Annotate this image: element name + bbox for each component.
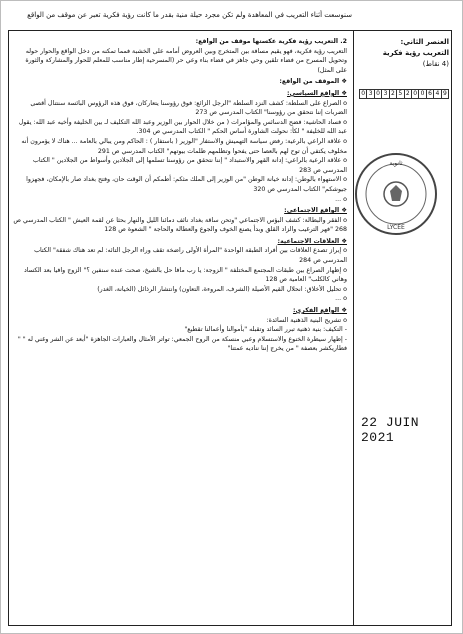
- paragraph: o الصراع على السلطة: كشف النزد السلطة "الرجل الزائع: فوق رؤوسنا يتعاركان، فوق هذه الرؤوس البائسة سنتنال أقصى الضربات إننا نتحقق من رؤوسنا" الكتاب المدرسي ص 273: [30, 99, 347, 117]
- answer-content: [13, 35, 347, 354]
- grade-box: 3: [367, 90, 374, 98]
- paragraph: ❖ الواقع السياسي:: [286, 89, 347, 97]
- grade-box: 0: [375, 90, 382, 98]
- school-stamp: [353, 151, 439, 237]
- grade-box: 2: [390, 90, 397, 98]
- criterion-cell: [359, 37, 449, 70]
- criterion-title: التعريب رؤية فكرية: [382, 49, 449, 57]
- paragraph: o تشريح البنية الذهنية السائدة:: [266, 316, 347, 324]
- paragraph: o تحليل الأخلاق: انحلال القيم الأصيلة (الشرف، المروءة، التعاون) وانتشار الرذائل (الخيانة، الغدر): [97, 285, 347, 293]
- grade-box: 0: [419, 90, 426, 98]
- grade-box: 2: [405, 90, 412, 98]
- paragraph: ❖ الواقع الاجتماعي:: [284, 207, 347, 215]
- paragraph: o ...: [335, 195, 347, 203]
- paragraph: ❖ الواقع الفكري:: [292, 307, 347, 315]
- paragraph: o الفقر والبطالة: كشف البؤس الاجتماعي "وتحن ساقة بغداد نائف دمائنا الليل والنهار بحثا عن لقمة العيش " الكتاب المدرسي ص 268 "فهر الترغيب والزاد القلق وبدأ يصنع الخوف والجوع والعطالة والحاجة " الشعوة ص 128: [13, 216, 347, 234]
- answer-table: [8, 30, 452, 626]
- stamp-text-french: LYCEE: [387, 224, 405, 231]
- paragraph: o فساد الحاشية: فضح الدسائس والمؤامرات ( من خلال الحوار بين الوزير وعبد الله التكليف لـ بين الخليفة وأخيه عبد الله: يقول عبد الله للخليفة " لكأ: نحولت الشاورة أساس الحكم " الكتاب المدرسي ص 304.: [18, 118, 347, 136]
- grade-boxes: [359, 89, 449, 99]
- paragraph: o إبراز تصدع العلاقات بين أفراد الطبقة الواحدة "المرأة الأولى راضخة تقف وراء الرجل التائه: لم تعد هناك شفقة" الكتاب المدرسي ص 284: [34, 247, 347, 265]
- paragraph: o علاقة الراعي بالرعية: رفض سياسة التهميش والاستفار "الوزير ( باستفار ) : الحاكم ومن يبالي بالعامة ... هناك لا يؤمرون أنه مخلوف يكتفي أن توح لهم بالعصا حتى يفحوا وتظلمهم ظلمات بيوتهم" الكتاب المدرسي ص 291: [21, 137, 347, 155]
- grade-box: 4: [434, 90, 441, 98]
- paragraph: o علاقة الرعية بالراعي: إدانة القهر والاستبداد " إننا نتحقق من رؤوسنا تسلمها إلى الجلادين وأسواط من الجلادين " الكتاب المدرسي ص 283: [33, 157, 347, 174]
- paragraph: - إظهار سيطرة الخنوع والاستسلام وعبي منسكة من الروح الجمعي: تواتر الأمثال والعبارات الجاهزة "أبعد عن الشر وغني له " " فطاريكشر بعصفة " من يخرج إننا نناديه عمتنا": [17, 335, 347, 353]
- paragraph: o إظهار الصراع بين طبقات المجتمع المختلفة " الزوجة: يا رب مافا حل بالشيخ، صحت عنده سنفين ؟" الزوج وافيا بعد الكساد وهاني كالكلب" العامية ص 128: [24, 266, 347, 284]
- paragraph: ❖ العلاقات الاجتماعية:: [277, 237, 347, 245]
- column-divider: [353, 31, 354, 625]
- stamp-text-arabic: ثانوية: [389, 160, 403, 167]
- criterion-points: (4 نقاط): [422, 60, 449, 68]
- paragraph: o ...: [335, 295, 347, 303]
- paragraph: - التكيف: بنية ذهنية تبرر السائد وتقبله "بأموالنا وأعمالنا تقطيع": [184, 326, 347, 334]
- intro-text: سنوسعت أثناء التعريب في المعاهدة ولم تكن مجرد حيلة منية بقدر ما كانت رؤية فكرية تعبر عن موقف من الواقع: [27, 11, 352, 19]
- paragraph: o الاستهواء بالوطن: إدانة خيانة الوطن "من الوزير إلى الملك مثكم: أطمكم أن الوقت حان، وفتح بغداد صار بالإمكان، فجهزوا جيوشكم" الكتاب المدرسي ص 320: [26, 176, 347, 193]
- grade-box: 0: [412, 90, 419, 98]
- criterion-label: العنصر الثاني:: [400, 38, 449, 46]
- stamp-date: 22 JUIN 2021: [361, 415, 420, 445]
- grade-box: 0: [360, 90, 367, 98]
- paragraph: التعريب رؤية فكرية، فهو يقيم مسافة بين المتخرج وبين العروض أمامه على الخشبة فمما تمكنه من دخل الواقع والحوار حوله وتحويل المسرح من فضاء تلقين وحي جاهز في فضاء بناء وعي حر (المسرحية إطار مناسب للمعلم للحوار والمشاركة والثورة على المثل): [25, 47, 347, 74]
- grade-box: 3: [382, 90, 389, 98]
- paragraph: ❖ الموقف من الواقع:: [279, 78, 347, 86]
- paragraph: 2. التعريب رؤية فكرية عكستها موقف من الواقع:: [195, 38, 347, 45]
- grade-box: 6: [427, 90, 434, 98]
- grade-box: 9: [442, 90, 447, 97]
- grade-box: 5: [397, 90, 404, 98]
